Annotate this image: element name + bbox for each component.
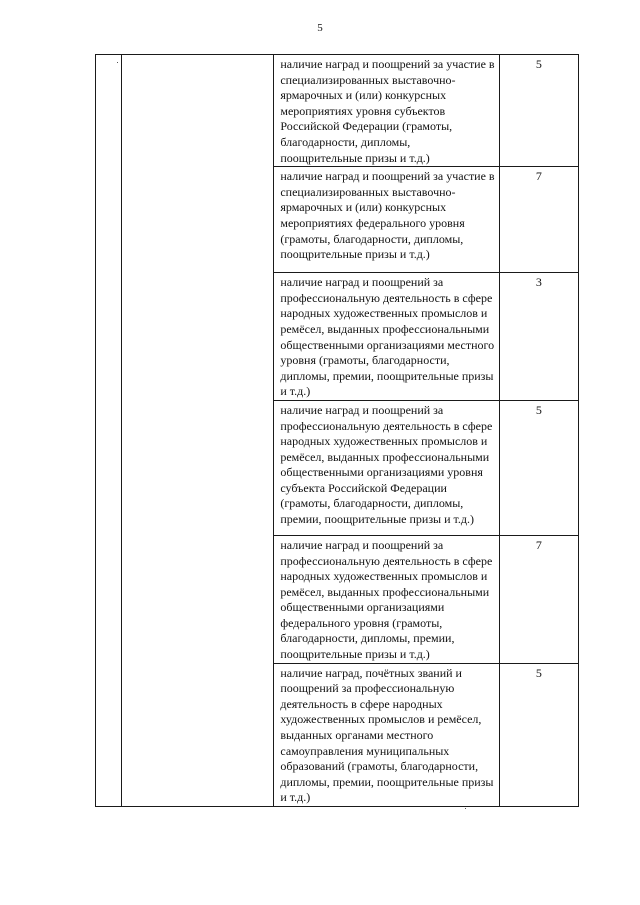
scan-speck <box>117 62 118 63</box>
index-cell <box>96 55 122 807</box>
criterion-cell: наличие наград и поощрений за участие в специализированных выставочно-ярмарочных и (или) конкурсных мероприятиях федерального уровня (грамоты, благодарности, дипломы, поощрительные призы и т.д.) <box>274 167 499 273</box>
score-cell: 7 <box>499 535 578 663</box>
criterion-cell: наличие наград, почётных званий и поощрений за профессиональную деятельность в сфере народных художественных промыслов и ремёсел, выданных органами местного самоуправления муниципальных образований (грамоты, благодарности, дипломы, премии, поощрительные призы и т.д.) <box>274 663 499 806</box>
score-cell: 5 <box>499 400 578 535</box>
indicator-cell <box>122 55 274 807</box>
criterion-cell: наличие наград и поощрений за профессиональную деятельность в сфере народных художественных промыслов и ремёсел, выданных профессиональными общественными организациями уровня субъекта Российской Федерации (грамоты, благодарности, дипломы, премии, поощрительные призы и т.д.) <box>274 400 499 535</box>
scan-speck <box>465 808 466 809</box>
score-cell: 5 <box>499 663 578 806</box>
page-number: 5 <box>317 22 323 34</box>
criterion-cell: наличие наград и поощрений за участие в специализированных выставочно-ярмарочных и (или) конкурсных мероприятиях уровня субъектов Российской Федерации (грамоты, благодарности, дипломы, поощрительные призы и т.д.) <box>274 55 499 167</box>
criterion-cell: наличие наград и поощрений за профессиональную деятельность в сфере народных художественных промыслов и ремёсел, выданных профессиональными общественными организациями местного уровня (грамоты, благодарности, дипломы, премии, поощрительные призы и т.д.) <box>274 273 499 401</box>
score-cell: 7 <box>499 167 578 273</box>
criterion-cell: наличие наград и поощрений за профессиональную деятельность в сфере народных художественных промыслов и ремёсел, выданных профессиональными общественными организациями федерального уровня (грамоты, благодарности, дипломы, премии, поощрительные призы и т.д.) <box>274 535 499 663</box>
score-cell: 5 <box>499 55 578 167</box>
criteria-table <box>95 54 579 807</box>
score-cell: 3 <box>499 273 578 401</box>
table-row <box>96 55 579 167</box>
